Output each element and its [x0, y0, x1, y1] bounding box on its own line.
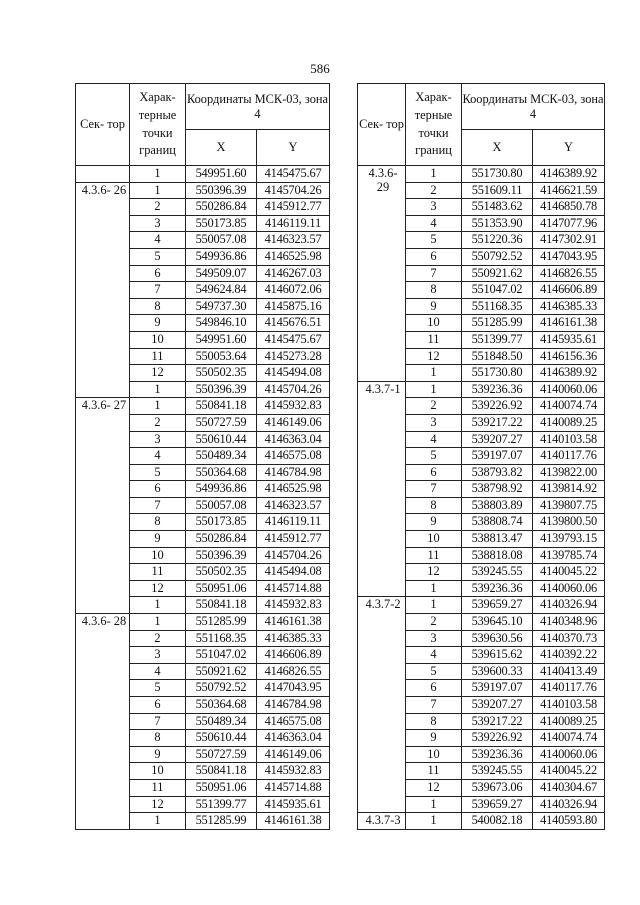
y-coordinate-cell: 4146784.98: [257, 697, 330, 714]
sector-cell: 4.3.6- 27: [76, 398, 130, 614]
y-coordinate-cell: 4147043.95: [257, 680, 330, 697]
x-coordinate-cell: 551730.80: [462, 166, 533, 183]
table-row: [76, 166, 330, 183]
point-number-cell: 7: [406, 481, 462, 498]
y-coordinate-cell: 4140413.49: [533, 663, 605, 680]
y-coordinate-cell: 4146525.98: [257, 481, 330, 498]
y-coordinate-cell: 4145935.61: [533, 331, 605, 348]
x-coordinate-cell: 550951.06: [186, 580, 257, 597]
y-coordinate-cell: 4146363.04: [257, 431, 330, 448]
point-number-cell: 6: [130, 481, 186, 498]
point-number-cell: 9: [406, 730, 462, 747]
y-coordinate-cell: 4145494.08: [257, 564, 330, 581]
table-row: [358, 381, 605, 398]
point-number-cell: 5: [406, 232, 462, 249]
point-number-cell: 12: [130, 365, 186, 382]
y-coordinate-cell: 4140117.76: [533, 448, 605, 465]
point-number-cell: 10: [130, 331, 186, 348]
y-coordinate-cell: 4145912.77: [257, 199, 330, 216]
point-number-cell: 1: [406, 813, 462, 830]
y-coordinate-cell: 4140326.94: [533, 796, 605, 813]
x-coordinate-cell: 550364.68: [186, 697, 257, 714]
sector-cell: 4.3.7-1: [358, 381, 406, 597]
x-coordinate-cell: 550502.35: [186, 564, 257, 581]
x-coordinate-cell: 549509.07: [186, 265, 257, 282]
point-number-cell: 9: [130, 746, 186, 763]
point-number-cell: 6: [406, 680, 462, 697]
y-coordinate-cell: 4146149.06: [257, 414, 330, 431]
point-number-cell: 11: [406, 547, 462, 564]
point-number-cell: 5: [130, 464, 186, 481]
y-coordinate-cell: 4140089.25: [533, 713, 605, 730]
point-number-cell: 1: [130, 597, 186, 614]
x-coordinate-cell: 551047.02: [186, 647, 257, 664]
point-number-cell: 2: [130, 414, 186, 431]
x-coordinate-cell: 550286.84: [186, 531, 257, 548]
point-number-cell: 8: [130, 730, 186, 747]
x-coordinate-cell: 550727.59: [186, 414, 257, 431]
point-number-cell: 4: [406, 647, 462, 664]
table-row: [76, 182, 330, 199]
y-coordinate-cell: 4146156.36: [533, 348, 605, 365]
y-coordinate-cell: 4145932.83: [257, 763, 330, 780]
sector-cell: 4.3.6- 28: [76, 614, 130, 830]
x-coordinate-cell: 551399.77: [462, 331, 533, 348]
y-coordinate-cell: 4140392.22: [533, 647, 605, 664]
point-number-cell: 12: [406, 348, 462, 365]
point-number-cell: 5: [406, 663, 462, 680]
point-number-cell: 2: [406, 614, 462, 631]
point-number-cell: 4: [130, 663, 186, 680]
x-coordinate-cell: 538813.47: [462, 531, 533, 548]
y-coordinate-cell: 4145935.61: [257, 796, 330, 813]
x-coordinate-cell: 550057.08: [186, 232, 257, 249]
x-coordinate-cell: 551220.36: [462, 232, 533, 249]
x-coordinate-cell: 551399.77: [186, 796, 257, 813]
point-number-cell: 1: [130, 614, 186, 631]
point-number-cell: 1: [406, 796, 462, 813]
x-coordinate-cell: 549936.86: [186, 481, 257, 498]
x-coordinate-cell: 539245.55: [462, 763, 533, 780]
point-number-cell: 6: [406, 248, 462, 265]
x-coordinate-cell: 551168.35: [186, 630, 257, 647]
x-coordinate-cell: 550489.34: [186, 713, 257, 730]
point-number-cell: 9: [406, 514, 462, 531]
x-coordinate-cell: 551848.50: [462, 348, 533, 365]
point-number-cell: 4: [406, 215, 462, 232]
y-coordinate-cell: 4146389.92: [533, 365, 605, 382]
y-coordinate-cell: 4139807.75: [533, 497, 605, 514]
y-coordinate-cell: 4146363.04: [257, 730, 330, 747]
point-number-cell: 4: [406, 431, 462, 448]
point-number-cell: 12: [130, 796, 186, 813]
y-coordinate-cell: 4139793.15: [533, 531, 605, 548]
point-number-cell: 2: [406, 398, 462, 415]
x-coordinate-cell: 550053.64: [186, 348, 257, 365]
point-number-cell: 10: [130, 547, 186, 564]
y-coordinate-cell: 4146850.78: [533, 199, 605, 216]
x-coordinate-cell: 549936.86: [186, 248, 257, 265]
right-table-body: [358, 166, 605, 830]
x-coordinate-cell: 551285.99: [186, 614, 257, 631]
y-coordinate-cell: 4140074.74: [533, 398, 605, 415]
header-coordinates: Координаты МСК-03, зона 4: [186, 84, 330, 130]
point-number-cell: 7: [130, 497, 186, 514]
header-y: Y: [533, 130, 605, 166]
x-coordinate-cell: 550921.62: [186, 663, 257, 680]
y-coordinate-cell: 4140304.67: [533, 779, 605, 796]
x-coordinate-cell: 538793.82: [462, 464, 533, 481]
y-coordinate-cell: 4145676.51: [257, 315, 330, 332]
point-number-cell: 11: [406, 331, 462, 348]
header-boundary-points: Харак- терные точки границ: [130, 84, 186, 166]
x-coordinate-cell: 550364.68: [186, 464, 257, 481]
x-coordinate-cell: 539659.27: [462, 796, 533, 813]
x-coordinate-cell: 539207.27: [462, 431, 533, 448]
point-number-cell: 11: [130, 348, 186, 365]
y-coordinate-cell: 4146826.55: [533, 265, 605, 282]
y-coordinate-cell: 4139822.00: [533, 464, 605, 481]
x-coordinate-cell: 550951.06: [186, 779, 257, 796]
x-coordinate-cell: 539197.07: [462, 680, 533, 697]
sector-cell: 4.3.7-3: [358, 813, 406, 830]
point-number-cell: 9: [130, 315, 186, 332]
point-number-cell: 9: [130, 531, 186, 548]
y-coordinate-cell: 4146525.98: [257, 248, 330, 265]
y-coordinate-cell: 4145273.28: [257, 348, 330, 365]
point-number-cell: 10: [406, 531, 462, 548]
y-coordinate-cell: 4140593.80: [533, 813, 605, 830]
x-coordinate-cell: 539236.36: [462, 746, 533, 763]
x-coordinate-cell: 549951.60: [186, 166, 257, 183]
point-number-cell: 7: [406, 265, 462, 282]
x-coordinate-cell: 550727.59: [186, 746, 257, 763]
x-coordinate-cell: 539673.06: [462, 779, 533, 796]
point-number-cell: 12: [406, 564, 462, 581]
table-row: [358, 597, 605, 614]
y-coordinate-cell: 4146606.89: [533, 282, 605, 299]
x-coordinate-cell: 551609.11: [462, 182, 533, 199]
x-coordinate-cell: 538818.08: [462, 547, 533, 564]
header-y: Y: [257, 130, 330, 166]
x-coordinate-cell: 539207.27: [462, 697, 533, 714]
coordinates-table-right: [357, 83, 605, 830]
y-coordinate-cell: 4146161.38: [257, 614, 330, 631]
point-number-cell: 2: [130, 630, 186, 647]
point-number-cell: 3: [406, 199, 462, 216]
y-coordinate-cell: 4140326.94: [533, 597, 605, 614]
x-coordinate-cell: 539236.36: [462, 381, 533, 398]
point-number-cell: 2: [406, 182, 462, 199]
point-number-cell: 1: [130, 398, 186, 415]
page-number: 586: [310, 61, 330, 76]
point-number-cell: 11: [130, 779, 186, 796]
y-coordinate-cell: 4139814.92: [533, 481, 605, 498]
y-coordinate-cell: 4139785.74: [533, 547, 605, 564]
y-coordinate-cell: 4145475.67: [257, 331, 330, 348]
point-number-cell: 7: [406, 697, 462, 714]
point-number-cell: 8: [130, 298, 186, 315]
x-coordinate-cell: 551730.80: [462, 365, 533, 382]
y-coordinate-cell: 4146323.57: [257, 232, 330, 249]
y-coordinate-cell: 4146606.89: [257, 647, 330, 664]
left-table-body: [76, 166, 330, 830]
sector-cell: [76, 166, 130, 183]
point-number-cell: 8: [406, 713, 462, 730]
x-coordinate-cell: 539217.22: [462, 713, 533, 730]
y-coordinate-cell: 4145875.16: [257, 298, 330, 315]
y-coordinate-cell: 4140074.74: [533, 730, 605, 747]
y-coordinate-cell: 4145704.26: [257, 182, 330, 199]
y-coordinate-cell: 4146621.59: [533, 182, 605, 199]
x-coordinate-cell: 539226.92: [462, 730, 533, 747]
point-number-cell: 1: [130, 381, 186, 398]
x-coordinate-cell: 539226.92: [462, 398, 533, 415]
y-coordinate-cell: 4140370.73: [533, 630, 605, 647]
y-coordinate-cell: 4140089.25: [533, 414, 605, 431]
x-coordinate-cell: 539217.22: [462, 414, 533, 431]
point-number-cell: 6: [130, 697, 186, 714]
point-number-cell: 3: [406, 414, 462, 431]
y-coordinate-cell: 4145932.83: [257, 398, 330, 415]
table-row: [358, 813, 605, 830]
y-coordinate-cell: 4146575.08: [257, 713, 330, 730]
y-coordinate-cell: 4145475.67: [257, 166, 330, 183]
x-coordinate-cell: 549846.10: [186, 315, 257, 332]
x-coordinate-cell: 550841.18: [186, 398, 257, 415]
x-coordinate-cell: 551285.99: [462, 315, 533, 332]
point-number-cell: 11: [406, 763, 462, 780]
point-number-cell: 7: [130, 713, 186, 730]
point-number-cell: 5: [130, 680, 186, 697]
x-coordinate-cell: 539245.55: [462, 564, 533, 581]
coordinates-table-left: [75, 83, 330, 830]
x-coordinate-cell: 550610.44: [186, 431, 257, 448]
x-coordinate-cell: 550286.84: [186, 199, 257, 216]
x-coordinate-cell: 539659.27: [462, 597, 533, 614]
point-number-cell: 1: [406, 597, 462, 614]
x-coordinate-cell: 550841.18: [186, 597, 257, 614]
point-number-cell: 3: [130, 647, 186, 664]
point-number-cell: 1: [130, 182, 186, 199]
x-coordinate-cell: 539645.10: [462, 614, 533, 631]
x-coordinate-cell: 550396.39: [186, 182, 257, 199]
header-sector: Сек- тор: [358, 84, 406, 166]
y-coordinate-cell: 4139800.50: [533, 514, 605, 531]
x-coordinate-cell: 539630.56: [462, 630, 533, 647]
y-coordinate-cell: 4146784.98: [257, 464, 330, 481]
x-coordinate-cell: 539615.62: [462, 647, 533, 664]
x-coordinate-cell: 550396.39: [186, 547, 257, 564]
y-coordinate-cell: 4146389.92: [533, 166, 605, 183]
x-coordinate-cell: 551047.02: [462, 282, 533, 299]
y-coordinate-cell: 4146826.55: [257, 663, 330, 680]
y-coordinate-cell: 4140045.22: [533, 564, 605, 581]
y-coordinate-cell: 4146119.11: [257, 215, 330, 232]
point-number-cell: 8: [130, 514, 186, 531]
x-coordinate-cell: 550841.18: [186, 763, 257, 780]
y-coordinate-cell: 4140060.06: [533, 580, 605, 597]
y-coordinate-cell: 4140045.22: [533, 763, 605, 780]
y-coordinate-cell: 4140103.58: [533, 431, 605, 448]
y-coordinate-cell: 4146385.33: [257, 630, 330, 647]
x-coordinate-cell: 549951.60: [186, 331, 257, 348]
point-number-cell: 1: [130, 813, 186, 830]
point-number-cell: 1: [406, 166, 462, 183]
y-coordinate-cell: 4145704.26: [257, 381, 330, 398]
x-coordinate-cell: 550792.52: [462, 248, 533, 265]
y-coordinate-cell: 4146323.57: [257, 497, 330, 514]
x-coordinate-cell: 539197.07: [462, 448, 533, 465]
y-coordinate-cell: 4145912.77: [257, 531, 330, 548]
sector-cell: 4.3.6- 26: [76, 182, 130, 398]
point-number-cell: 5: [406, 448, 462, 465]
y-coordinate-cell: 4146385.33: [533, 298, 605, 315]
x-coordinate-cell: 550173.85: [186, 215, 257, 232]
x-coordinate-cell: 538798.92: [462, 481, 533, 498]
point-number-cell: 1: [406, 381, 462, 398]
y-coordinate-cell: 4140348.96: [533, 614, 605, 631]
y-coordinate-cell: 4147043.95: [533, 248, 605, 265]
point-number-cell: 8: [406, 282, 462, 299]
table-row: [76, 614, 330, 631]
y-coordinate-cell: 4140060.06: [533, 746, 605, 763]
point-number-cell: 10: [130, 763, 186, 780]
point-number-cell: 7: [130, 282, 186, 299]
x-coordinate-cell: 551353.90: [462, 215, 533, 232]
y-coordinate-cell: 4146161.38: [533, 315, 605, 332]
y-coordinate-cell: 4145704.26: [257, 547, 330, 564]
point-number-cell: 3: [130, 431, 186, 448]
x-coordinate-cell: 550173.85: [186, 514, 257, 531]
x-coordinate-cell: 550792.52: [186, 680, 257, 697]
header-x: X: [186, 130, 257, 166]
point-number-cell: 3: [406, 630, 462, 647]
y-coordinate-cell: 4146575.08: [257, 448, 330, 465]
header-x: X: [462, 130, 533, 166]
y-coordinate-cell: 4140117.76: [533, 680, 605, 697]
point-number-cell: 6: [406, 464, 462, 481]
table-row: [76, 398, 330, 415]
point-number-cell: 1: [130, 166, 186, 183]
table-row: [358, 166, 605, 183]
x-coordinate-cell: 549737.30: [186, 298, 257, 315]
point-number-cell: 5: [130, 248, 186, 265]
y-coordinate-cell: 4140103.58: [533, 697, 605, 714]
point-number-cell: 2: [130, 199, 186, 216]
x-coordinate-cell: 538808.74: [462, 514, 533, 531]
y-coordinate-cell: 4145494.08: [257, 365, 330, 382]
x-coordinate-cell: 551285.99: [186, 813, 257, 830]
point-number-cell: 4: [130, 448, 186, 465]
x-coordinate-cell: 539600.33: [462, 663, 533, 680]
y-coordinate-cell: 4147302.91: [533, 232, 605, 249]
point-number-cell: 12: [130, 580, 186, 597]
y-coordinate-cell: 4146267.03: [257, 265, 330, 282]
x-coordinate-cell: 550057.08: [186, 497, 257, 514]
x-coordinate-cell: 549624.84: [186, 282, 257, 299]
y-coordinate-cell: 4146072.06: [257, 282, 330, 299]
x-coordinate-cell: 551483.62: [462, 199, 533, 216]
x-coordinate-cell: 550502.35: [186, 365, 257, 382]
x-coordinate-cell: 538803.89: [462, 497, 533, 514]
y-coordinate-cell: 4145714.88: [257, 580, 330, 597]
point-number-cell: 1: [406, 365, 462, 382]
point-number-cell: 4: [130, 232, 186, 249]
x-coordinate-cell: 550396.39: [186, 381, 257, 398]
point-number-cell: 10: [406, 746, 462, 763]
y-coordinate-cell: 4147077.96: [533, 215, 605, 232]
y-coordinate-cell: 4145714.88: [257, 779, 330, 796]
x-coordinate-cell: 550489.34: [186, 448, 257, 465]
y-coordinate-cell: 4145932.83: [257, 597, 330, 614]
point-number-cell: 8: [406, 497, 462, 514]
x-coordinate-cell: 550610.44: [186, 730, 257, 747]
point-number-cell: 11: [130, 564, 186, 581]
x-coordinate-cell: 550921.62: [462, 265, 533, 282]
sector-cell: 4.3.7-2: [358, 597, 406, 813]
y-coordinate-cell: 4146161.38: [257, 813, 330, 830]
header-coordinates: Координаты МСК-03, зона 4: [462, 84, 605, 130]
y-coordinate-cell: 4146119.11: [257, 514, 330, 531]
point-number-cell: 3: [130, 215, 186, 232]
x-coordinate-cell: 540082.18: [462, 813, 533, 830]
point-number-cell: 9: [406, 298, 462, 315]
point-number-cell: 1: [406, 580, 462, 597]
x-coordinate-cell: 551168.35: [462, 298, 533, 315]
x-coordinate-cell: 539236.36: [462, 580, 533, 597]
sector-cell: 4.3.6- 29: [358, 166, 406, 382]
header-boundary-points: Харак- терные точки границ: [406, 84, 462, 166]
y-coordinate-cell: 4146149.06: [257, 746, 330, 763]
header-sector: Сек- тор: [76, 84, 130, 166]
point-number-cell: 6: [130, 265, 186, 282]
point-number-cell: 10: [406, 315, 462, 332]
y-coordinate-cell: 4140060.06: [533, 381, 605, 398]
point-number-cell: 12: [406, 779, 462, 796]
